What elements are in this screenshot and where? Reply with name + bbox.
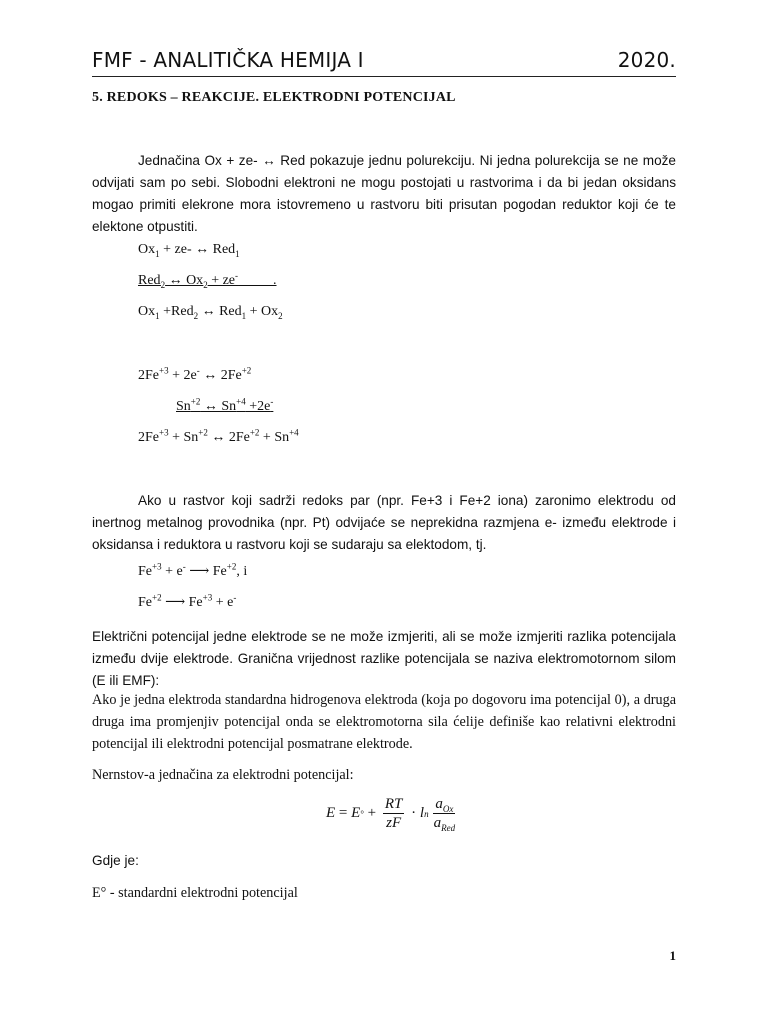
potential-paragraph: Električni potencijal jedne elektrode se ne može izmjeriti, ali se može izmjeriti razlika potencijala između dvije elektrode. Granična vrijednost razlike potencijala se naziva elektromotornom silom (E ili EMF): bbox=[92, 629, 676, 688]
half-reaction-2: Red$_2$ ↔ $Ox_2 + ze^-$ . bbox=[138, 270, 277, 290]
page-header bbox=[92, 42, 676, 77]
definition-standard-potential: E° - standardni elektrodni potencijal bbox=[92, 885, 298, 901]
intro-paragraph: Jednačina Ox + ze- ↔ Red pokazuje jednu polurekciju. Ni jedna polurekcija se ne može odvijati sam po sebi. Slobodni elektroni ne mogu postojati u rastvorima i da bi jedan oksidans mogao primiti elekrone mora istovremeno u rastvoru biti prisutan pogodan reduktor koji će te elektone otpustiti. bbox=[92, 153, 676, 234]
redox-electrode-paragraph: Ako u rastvor koji sadrži redoks par (npr. Fe+3 i Fe+2 iona) zaronimo elektrodu od inertnog metalnog provodnika (npr. Pt) odvijaće se neprekidna razmjena e- između elektrode i oksidansa i reduktora u rastvoru koji se sudaraju sa elektodom, tj. bbox=[92, 493, 676, 552]
rt-over-zf-fraction: $\frac{RT}{zF}$ bbox=[384, 796, 403, 831]
fe-reduction: $Fe^{+3} + e^-$ ⟶ $Fe^{+2}$, i bbox=[138, 561, 248, 579]
half-reaction-1: $Ox_1 + ze-$ ↔ Red$_1$ bbox=[138, 242, 240, 259]
nernst-intro: Nernstov-a jednačina za elektrodni potencijal: bbox=[92, 767, 354, 783]
header-course-title: FMF - ANALITIČKA HEMIJA I bbox=[92, 48, 364, 72]
nernst-equation: E = E ° + $\frac{RT}{zF}$ · l n $\frac{a_{Ox}}{a_{Red}}$ bbox=[326, 796, 456, 833]
sn-half-reaction: $Sn^{+2}$ ↔ $Sn^{+4} +2e^-$ bbox=[176, 396, 274, 414]
overall-reaction: $Ox_1 +Red_2$ ↔ $Red_1 + Ox_2$ bbox=[138, 304, 283, 321]
reference-electrode-paragraph: Ako je jedna elektroda standardna hidrogenova elektroda (koja po dogovoru ima potencijal 0), a druga druga ima promjenjiv potencijal onda se elektromotorna sila ćelije definiše kao relativni elektrodni potencijal ili elektrodni potencijal posmatrane elektrode. bbox=[92, 692, 676, 752]
fe-half-reaction: $2Fe^{+3} + 2e^-$ ↔ $2Fe^{+2}$ bbox=[138, 365, 252, 383]
page-number: 1 bbox=[669, 948, 676, 963]
section-title: 5. REDOKS – REAKCIJE. ELEKTRODNI POTENCIJAL bbox=[92, 90, 456, 105]
header-year: 2020. bbox=[617, 48, 676, 72]
activity-ratio-fraction: $\frac{a_{Ox}}{a_{Red}}$ bbox=[433, 796, 456, 833]
fe-sn-overall-reaction: $2Fe^{+3} + Sn^{+2}$ ↔ $2Fe^{+2} + Sn^{+4}$ bbox=[138, 427, 299, 445]
where-label: Gdje je: bbox=[92, 853, 139, 868]
index-1: 1 bbox=[155, 248, 160, 259]
fe-oxidation: $Fe^{+2}$ ⟶ $Fe^{+3} + e^-$ bbox=[138, 592, 237, 610]
